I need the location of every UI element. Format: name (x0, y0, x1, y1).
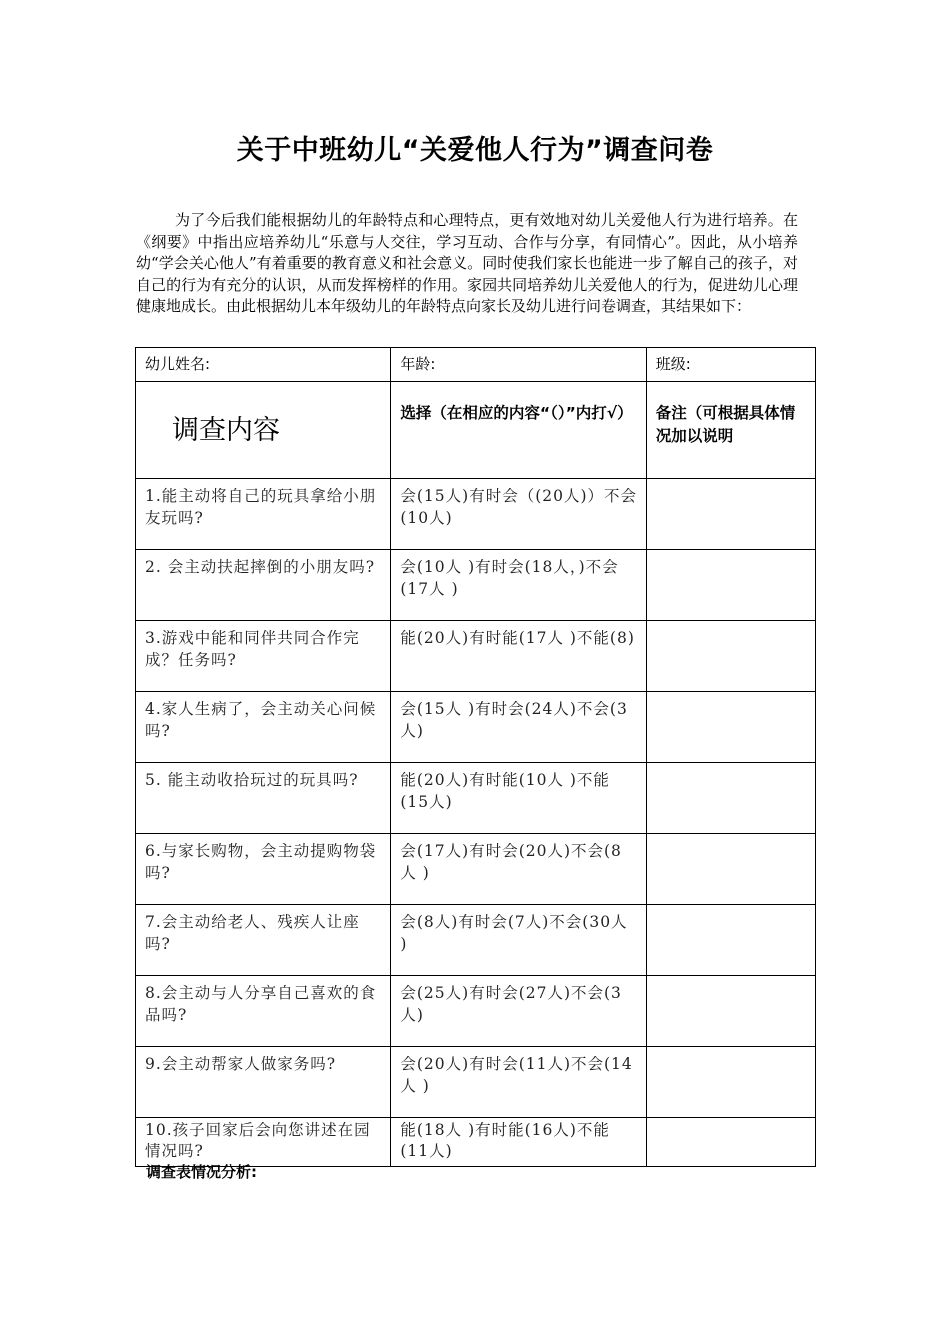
child-name-label: 幼儿姓名: (136, 348, 391, 382)
document-title: 关于中班幼儿“关爱他人行为”调查问卷 (236, 135, 714, 166)
note-cell (646, 479, 815, 550)
answer-cell: 会(10人 )有时会(18人，)不会(17人 ) (391, 550, 646, 621)
note-cell (646, 550, 815, 621)
note-cell (646, 621, 815, 692)
table-row (136, 905, 816, 976)
header-row (136, 382, 816, 479)
table-row (136, 621, 816, 692)
question-cell: 8.会主动与人分享自己喜欢的食品吗? (136, 976, 391, 1047)
note-cell (646, 1118, 815, 1167)
note-cell (646, 976, 815, 1047)
class-label: 班级: (646, 348, 815, 382)
answer-cell: 会(15人 )有时会(24人)不会(3人) (391, 692, 646, 763)
answer-cell: 会(17人)有时会(20人)不会(8人 ) (391, 834, 646, 905)
note-cell (646, 1047, 815, 1118)
header-notes: 备注（可根据具体情况加以说明 (646, 382, 815, 479)
table-row (136, 834, 816, 905)
question-cell: 4.家人生病了，会主动关心问候吗? (136, 692, 391, 763)
answer-cell: 能(20人)有时能(17人 )不能(8) (391, 621, 646, 692)
question-cell: 7.会主动给老人、残疾人让座吗? (136, 905, 391, 976)
analysis-heading: 调查表情况分析: (146, 1163, 257, 1181)
answer-cell: 能(20人)有时能(10人 )不能(15人) (391, 763, 646, 834)
question-cell: 3.游戏中能和同伴共同合作完成？任务吗? (136, 621, 391, 692)
question-cell: 6.与家长购物，会主动提购物袋吗? (136, 834, 391, 905)
table-row (136, 763, 816, 834)
note-cell (646, 834, 815, 905)
answer-cell: 会(25人)有时会(27人)不会(3人) (391, 976, 646, 1047)
table-row (136, 550, 816, 621)
note-cell (646, 763, 815, 834)
table-row (136, 479, 816, 550)
answer-cell: 会(20人)有时会(11人)不会(14人 ) (391, 1047, 646, 1118)
header-choice: 选择（在相应的内容“（）”内打√） (391, 382, 646, 479)
table-row (136, 1047, 816, 1118)
age-label: 年龄: (391, 348, 646, 382)
note-cell (646, 692, 815, 763)
table-row (136, 1118, 816, 1167)
table-row (136, 976, 816, 1047)
question-cell: 9.会主动帮家人做家务吗? (136, 1047, 391, 1118)
header-content: 调查内容 (136, 382, 391, 479)
answer-cell: 会(8人)有时会(7人)不会(30人 ) (391, 905, 646, 976)
survey-table (135, 347, 816, 1167)
info-row (136, 348, 816, 382)
note-cell (646, 905, 815, 976)
answer-cell: 会(15人)有时会（(20人)）不会(10人) (391, 479, 646, 550)
table-row (136, 692, 816, 763)
answer-cell: 能(18人 )有时能(16人)不能(11人) (391, 1118, 646, 1167)
question-cell: 10.孩子回家后会向您讲述在园情况吗? (136, 1118, 391, 1167)
question-cell: 1.能主动将自己的玩具拿给小朋友玩吗? (136, 479, 391, 550)
question-cell: 5. 能主动收拾玩过的玩具吗? (136, 763, 391, 834)
question-cell: 2. 会主动扶起摔倒的小朋友吗? (136, 550, 391, 621)
intro-paragraph: 为了今后我们能根据幼儿的年龄特点和心理特点，更有效地对幼儿关爱他人行为进行培养。在《纲要》中指出应培养幼儿“乐意与人交往，学习互动、合作与分享，有同情心”。因此，从小培养幼“学会关心他人”有着重要的教育意义和社会意义。同时使我们家长也能进一步了解自己的孩子，对自己的行为有充分的认识，从而发挥榜样的作用。家园共同培养幼儿关爱他人的行为，促进幼儿心理健康地成长。由此根据幼儿本年级幼儿的年龄特点向家长及幼儿进行问卷调查，其结果如下： (136, 211, 798, 315)
